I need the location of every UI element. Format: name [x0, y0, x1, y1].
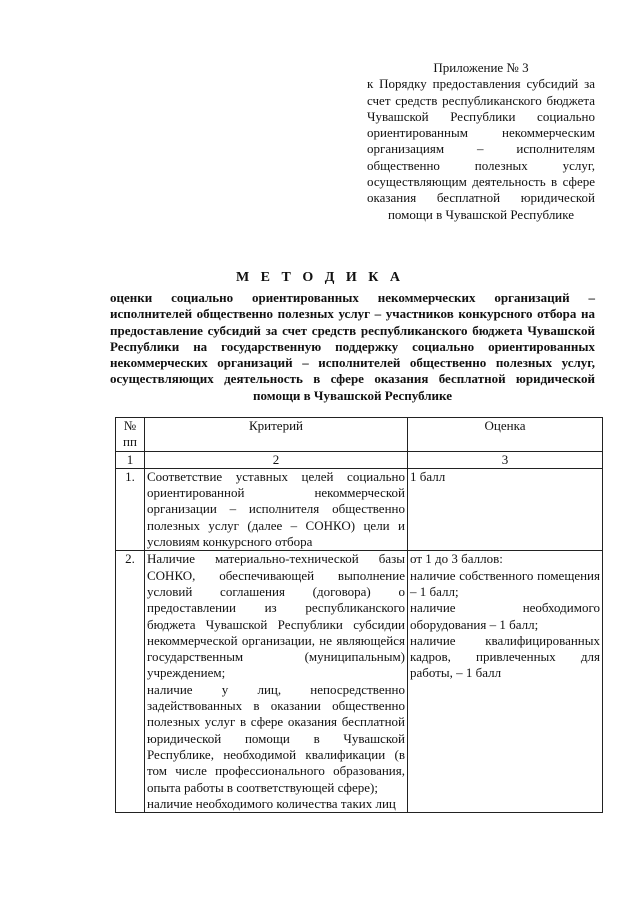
appendix-title: Приложение № 3 — [433, 60, 529, 75]
row-number: 2. — [116, 551, 145, 813]
criterion-cell — [145, 551, 408, 813]
score-text: наличие собственного помещения – 1 балл; — [410, 567, 600, 599]
document-title: М Е Т О Д И К А — [235, 270, 405, 285]
criterion-cell — [145, 468, 408, 550]
criteria-table — [115, 417, 603, 813]
table-row — [116, 468, 603, 550]
column-number-2: 2 — [145, 451, 408, 468]
appendix-body: к Порядку предоставления субсидий за счет средств республиканского бюджета Чувашской Республики социально ориентированным некоммерческим организациям – исполнителям общественно полезных услуг, осуществляющим деятельность в сфере оказания бесплатной юридической помощи в Чувашской Республике — [367, 76, 595, 222]
score-text: наличие квалифицированных кадров, привлеченных для работы, – 1 балл — [410, 632, 600, 681]
column-number-row — [116, 451, 603, 468]
table-row — [116, 551, 603, 813]
score-text: 1 балл — [410, 468, 446, 484]
score-cell — [408, 468, 603, 550]
table-header-row — [116, 418, 603, 452]
criterion-text: наличие у лиц, непосредственно задействованных в оказании общественно полезных услуг в сфере оказания бесплатной юридической помощи в Чувашской Республике, необходимой квалификации (в том числе профессионального образования, опыта работы в соответствующей сфере); — [147, 681, 405, 795]
criterion-text: наличие необходимого количества таких лиц — [147, 795, 396, 811]
header-criterion: Критерий — [145, 418, 408, 452]
score-text: от 1 до 3 баллов: — [410, 551, 503, 567]
row-number: 1. — [116, 468, 145, 550]
appendix-block — [367, 60, 595, 223]
criterion-text: Наличие материально-технической базы СОНКО, обеспечивающей выполнение условий соглашения (договора) о предоставлении из республиканского бюджета Чувашской Республики субсидии некоммерческой организации, не являющейся государственным (муниципальным) учреждением; — [147, 551, 405, 681]
score-text: наличие необходимого оборудования – 1 балл; — [410, 600, 600, 632]
document-subtitle: оценки социально ориентированных некоммерческих организаций – исполнителей общественно полезных услуг – участников конкурсного отбора на предоставление субсидий за счет средств республиканского бюджета Чувашской Республики на государственную поддержку социально ориентированных некоммерческих организаций – исполнителей общественно полезных услуг, осуществляющих деятельность в сфере оказания бесплатной юридической помощи в Чувашской Республике — [110, 290, 595, 403]
column-number-1: 1 — [116, 451, 145, 468]
column-number-3: 3 — [408, 451, 603, 468]
criterion-text: Соответствие уставных целей социально ориентированной некоммерческой организации – исполнителя общественно полезных услуг (далее – СОНКО) цели и условиям конкурсного отбора — [147, 468, 405, 550]
header-score: Оценка — [408, 418, 603, 452]
header-number: № пп — [116, 418, 145, 452]
score-cell — [408, 551, 603, 813]
